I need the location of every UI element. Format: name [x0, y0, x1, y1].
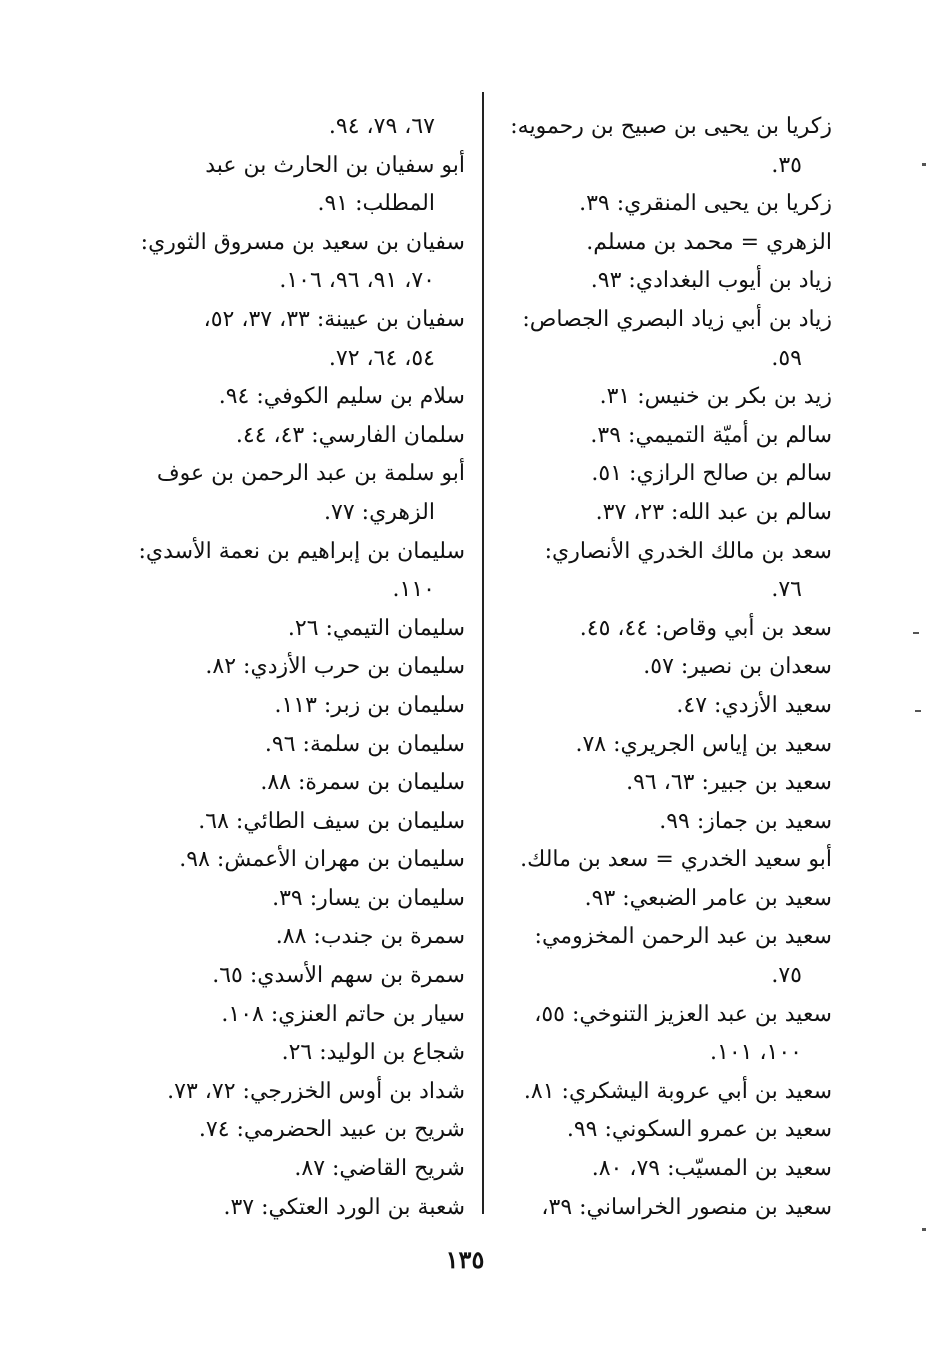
index-entry-line: سمرة بن سهم الأسدي: ٦٥.	[212, 963, 465, 989]
index-entry-line: سلمان الفارسي: ٤٣، ٤٤.	[235, 422, 465, 448]
index-entry-line: سعيد بن عمرو السكوني: ٩٩.	[566, 1117, 832, 1143]
index-entry-line: سليمان بن حرب الأزدي: ٨٢.	[205, 654, 465, 680]
index-entry-line: سعيد بن جماز: ٩٩.	[659, 808, 832, 834]
margin-speck	[922, 163, 926, 166]
index-entry-line: سعيد بن عامر الضبعي: ٩٣.	[584, 885, 832, 911]
margin-speck	[913, 632, 919, 634]
index-entry-line: سعيد بن المسيّب: ٧٩، ٨٠.	[591, 1156, 832, 1182]
index-entry-line: سيار بن حاتم العنزي: ١٠٨.	[221, 1001, 465, 1027]
index-entry-line: سليمان بن سيف الطائي: ٦٨.	[198, 808, 465, 834]
index-entry-line: سعيد بن أبي عروبة اليشكري: ٨١.	[523, 1078, 832, 1104]
index-entry-line: شريح القاضي: ٨٧.	[294, 1156, 465, 1182]
index-entry-line: زياد بن أيوب البغدادي: ٩٣.	[590, 268, 832, 294]
index-entry-line: ٥٤، ٦٤، ٧٢.	[328, 345, 435, 371]
page-number: ١٣٥	[445, 1245, 485, 1274]
index-entry-line: الزهري = محمد بن مسلم.	[586, 229, 832, 255]
index-entry-line: سليمان بن زبر: ١١٣.	[274, 692, 465, 718]
index-column-left	[135, 108, 465, 1227]
index-entry-line: سعيد بن عبد الرحمن المخزومي:	[534, 924, 832, 950]
index-column-right	[500, 108, 832, 1227]
index-entry-line: زيد بن بكر بن خنيس: ٣١.	[599, 384, 832, 410]
index-entry-line: ٣٥.	[771, 152, 802, 178]
index-entry-line: سالم بن عبد الله: ٢٣، ٣٧.	[595, 499, 832, 525]
index-entry-line: سعد بن أبي وقاص: ٤٤، ٤٥.	[579, 615, 832, 641]
index-entry-line: شريح بن عبيد الحضرمي: ٧٤.	[198, 1117, 465, 1143]
index-entry-line: أبو سفيان بن الحارث بن عبد	[205, 152, 465, 178]
index-entry-line: سليمان بن سلمة: ٩٦.	[264, 731, 465, 757]
index-entry-line: سليمان بن يسار: ٣٩.	[272, 885, 465, 911]
index-entry-line: سفيان بن عيينة: ٣٣، ٣٧، ٥٢،	[203, 306, 465, 332]
index-entry-line: أبو سعيد الخدري = سعد بن مالك.	[520, 847, 832, 873]
index-entry-line: سعد بن مالك الخدري الأنصاري:	[544, 538, 832, 564]
index-entry-line: سليمان بن مهران الأعمش: ٩٨.	[179, 847, 465, 873]
index-entry-line: ٥٩.	[771, 345, 802, 371]
index-entry-line: المطلب: ٩١.	[317, 191, 435, 217]
index-entry-line: شعبة بن الورد العتكي: ٣٧.	[223, 1194, 465, 1220]
index-entry-line: ١١٠.	[392, 577, 435, 603]
index-entry-line: سعيد بن جبير: ٦٣، ٩٦.	[626, 770, 832, 796]
index-entry-line: شجاع بن الوليد: ٢٦.	[281, 1040, 465, 1066]
index-entry-line: سمرة بن جندب: ٨٨.	[275, 924, 465, 950]
margin-speck	[922, 1228, 926, 1231]
index-entry-line: ٧٥.	[771, 963, 802, 989]
index-entry-line: سعيد بن إياس الجريري: ٧٨.	[575, 731, 832, 757]
index-entry-line: شداد بن أوس الخزرجي: ٧٢، ٧٣.	[167, 1078, 465, 1104]
index-entry-line: أبو سلمة بن عبد الرحمن بن عوف	[156, 461, 465, 487]
index-entry-line: زكريا بن يحيى المنقري: ٣٩.	[579, 191, 832, 217]
index-entry-line: سعيد بن منصور الخراساني: ٣٩،	[541, 1194, 832, 1220]
margin-speck	[915, 710, 921, 712]
index-entry-line: زياد بن أبي زياد البصري الجصاص:	[522, 306, 832, 332]
index-entry-line: سلام بن سليم الكوفي: ٩٤.	[218, 384, 465, 410]
index-entry-line: سعيد بن عبد العزيز التنوخي: ٥٥،	[534, 1001, 832, 1027]
index-entry-line: ٧٠، ٩١، ٩٦، ١٠٦.	[279, 268, 435, 294]
index-entry-line: ٦٧، ٧٩، ٩٤.	[328, 114, 435, 139]
index-entry-line: الزهري: ٧٧.	[324, 499, 435, 525]
index-entry-line: سالم بن صالح الرازي: ٥١.	[591, 461, 832, 487]
index-entry-line: سعدان بن نصير: ٥٧.	[643, 654, 832, 680]
index-entry-line: سفيان بن سعيد بن مسروق الثوري:	[140, 229, 465, 255]
index-entry-line: زكريا بن يحيى بن صبيح بن رحمويه:	[510, 114, 832, 139]
index-entry-line: سليمان التيمي: ٢٦.	[287, 615, 465, 641]
column-divider	[482, 92, 484, 1214]
index-entry-line: سليمان بن إبراهيم بن نعمة الأسدي:	[138, 538, 465, 564]
index-entry-line: ١٠٠، ١٠١.	[710, 1040, 802, 1066]
index-entry-line: ٧٦.	[771, 577, 802, 603]
index-entry-line: سليمان بن سمرة: ٨٨.	[260, 770, 465, 796]
index-entry-line: سالم بن أميّة التميمي: ٣٩.	[590, 422, 832, 448]
index-entry-line: سعيد الأزدي: ٤٧.	[676, 692, 832, 718]
